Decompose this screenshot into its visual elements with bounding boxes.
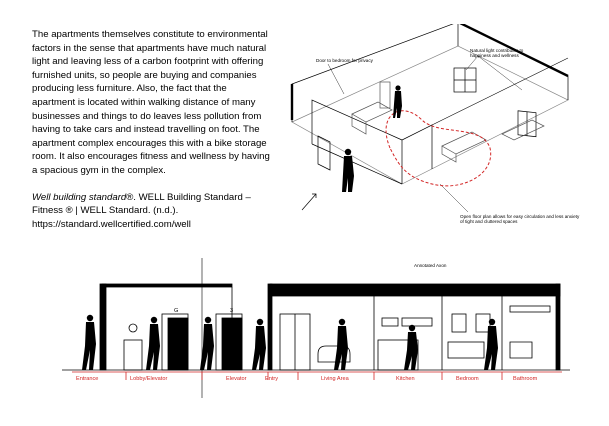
label-bedroom: Bedroom <box>456 376 479 382</box>
label-living-area: Living Area <box>321 376 349 382</box>
citation-rest: ®. WELL Building Standard – Fitness ® | WELL Standard. (n.d.). <box>32 191 251 217</box>
body-text <box>32 28 272 231</box>
label-kitchen: Kitchen <box>396 376 415 382</box>
label-entrance: Entrance <box>76 376 99 382</box>
door-label-g: G <box>174 308 179 314</box>
citation-title: Well building standard <box>32 191 127 203</box>
section-title: Annotated Axon <box>414 263 447 268</box>
note-floor: Open floor plan allows for easy circulation and less anxiety of tight and cluttered spaces <box>460 214 580 225</box>
note-light: Natural light contributes to happiness and wellness <box>470 48 524 59</box>
label-lobby-elevator: Lobby/Elevator <box>130 376 168 382</box>
note-door: Door to bedroom for privacy <box>316 58 373 63</box>
citation-url: https://standard.wellcertified.com/well <box>32 218 191 230</box>
citation <box>32 191 272 232</box>
door-label-3: 3 <box>230 308 234 314</box>
paragraph: The apartments themselves constitute to environmental factors in the sense that apartments have much natural light and leaving less of a carbon footprint with offering furnished units, so people are buying and companies producing less furniture. Also, the fact that the apartment is located within walking distance of many businesses and things to do leaves less pollution from having to take cars and instead travelling on foot. The apartment complex encourages this with a bike storage room. It also encourages fitness and wellness by having a spacious gym in the complex. <box>32 29 270 176</box>
label-bathroom: Bathroom <box>513 376 538 382</box>
label-elevator: Elevator <box>226 376 247 382</box>
label-entry: Entry <box>265 376 279 382</box>
